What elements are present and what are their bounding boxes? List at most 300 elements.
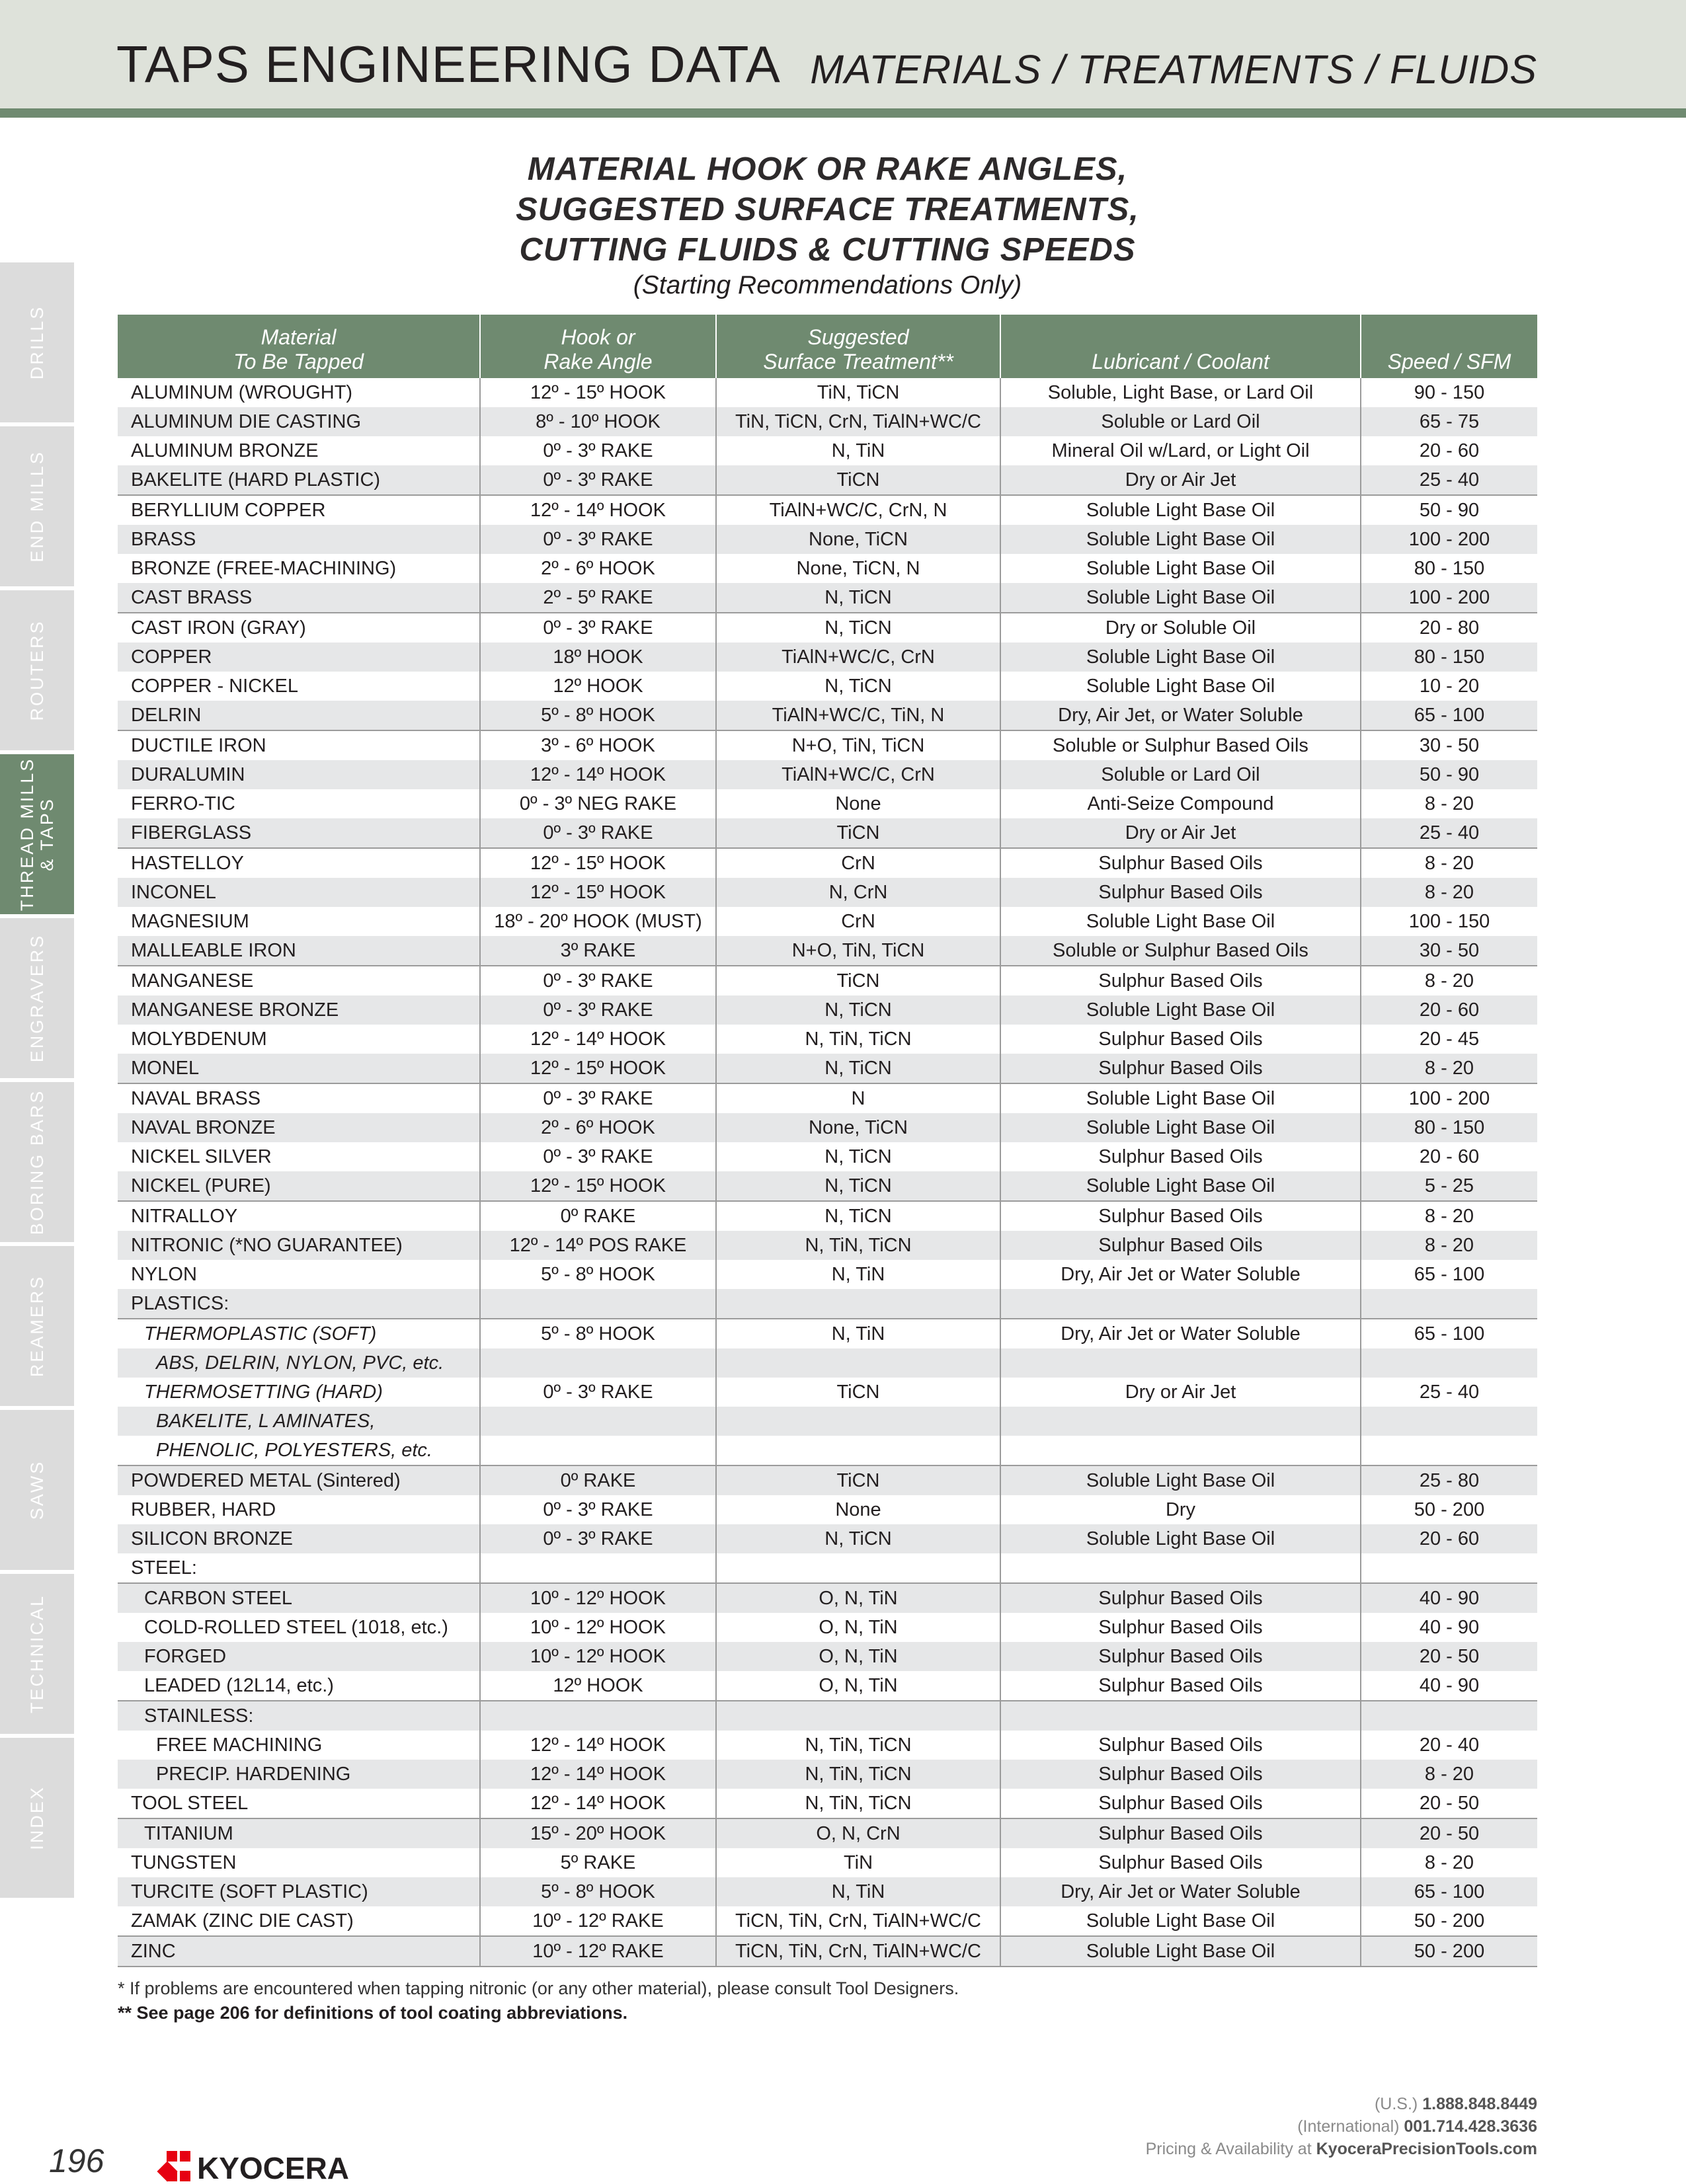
tab-label: DRILLS: [27, 305, 47, 380]
cell-surface-treatment: None, TiCN: [716, 1113, 1000, 1142]
cell-rake-angle: 18º - 20º HOOK (MUST): [480, 907, 716, 936]
cell-surface-treatment: N, TiCN: [716, 672, 1000, 701]
section-title-line-3: CUTTING FLUIDS & CUTTING SPEEDS: [519, 232, 1136, 268]
cell-lubricant: Sulphur Based Oils: [1000, 1201, 1361, 1231]
table-row: [118, 643, 1537, 672]
cell-rake-angle: 12º HOOK: [480, 1671, 716, 1701]
cell-lubricant: Sulphur Based Oils: [1000, 1583, 1361, 1613]
cell-surface-treatment: O, N, TiN: [716, 1613, 1000, 1642]
cell-speed: 40 - 90: [1419, 1617, 1480, 1638]
cell-lubricant: Soluble, Light Base, or Lard Oil: [1000, 378, 1361, 407]
tab-label: ROUTERS: [27, 619, 47, 721]
header-surface-treatment: Suggested Surface Treatment**: [716, 315, 1000, 378]
cell-lubricant: Soluble Light Base Oil: [1000, 1465, 1361, 1495]
cell-material: MALLEABLE IRON: [118, 936, 480, 966]
cell-rake-angle: 0º - 3º RAKE: [480, 1142, 716, 1171]
cell-lubricant: [1000, 1436, 1361, 1465]
cell-lubricant: Soluble Light Base Oil: [1000, 643, 1361, 672]
cell-rake-angle: [480, 1436, 716, 1465]
intl-phone: 001.714.428.3636: [1404, 2117, 1537, 2136]
cell-surface-treatment: TiN: [716, 1848, 1000, 1877]
cell-rake-angle: 0º RAKE: [480, 1201, 716, 1231]
cell-surface-treatment: N, TiCN: [716, 1054, 1000, 1083]
cell-rake-angle: 0º - 3º RAKE: [480, 966, 716, 995]
table-row: [118, 1231, 1537, 1260]
cell-rake-angle: 0º - 3º RAKE: [480, 436, 716, 465]
cell-surface-treatment: N, TiCN: [716, 613, 1000, 643]
table-row: [118, 554, 1537, 583]
table-row: [118, 1495, 1537, 1524]
cell-speed: 8 - 20: [1424, 970, 1474, 992]
tab-label: SAWS: [27, 1460, 47, 1520]
cell-lubricant: Dry or Soluble Oil: [1000, 613, 1361, 643]
cell-lubricant: Sulphur Based Oils: [1000, 966, 1361, 995]
cell-material: STEEL:: [118, 1553, 480, 1583]
cell-surface-treatment: O, N, CrN: [716, 1818, 1000, 1848]
cell-material: DURALUMIN: [118, 760, 480, 789]
table-row: [118, 1789, 1537, 1818]
cell-rake-angle: 10º - 12º HOOK: [480, 1642, 716, 1671]
cell-material: BRASS: [118, 525, 480, 554]
table-row: [118, 1936, 1537, 1967]
cell-lubricant: Sulphur Based Oils: [1000, 1142, 1361, 1171]
cell-speed: [1361, 1407, 1537, 1436]
cell-surface-treatment: [716, 1348, 1000, 1378]
cell-lubricant: Sulphur Based Oils: [1000, 1642, 1361, 1671]
cell-speed: 40 - 90: [1361, 1671, 1537, 1701]
tab-thread-mills-taps[interactable]: [0, 754, 74, 914]
cell-lubricant: Dry or Air Jet: [1000, 1378, 1361, 1407]
footnote-coatings: ** See page 206 for definitions of tool coating abbreviations.: [118, 2003, 628, 2023]
cell-speed: 50 - 200: [1361, 1906, 1537, 1936]
cell-material: COLD-ROLLED STEEL (1018, etc.): [118, 1613, 480, 1642]
cell-speed: 20 - 40: [1419, 1735, 1480, 1756]
cell-speed: [1361, 1436, 1537, 1465]
cell-rake-angle: [480, 1701, 716, 1731]
cell-material: TURCITE (SOFT PLASTIC): [118, 1877, 480, 1906]
cell-rake-angle: 0º - 3º RAKE: [480, 465, 716, 495]
cell-material: COPPER: [118, 643, 480, 672]
cell-material: CAST BRASS: [118, 583, 480, 613]
cell-surface-treatment: N, TiCN: [716, 1524, 1000, 1553]
website-link[interactable]: KyoceraPrecisionTools.com: [1316, 2140, 1537, 2158]
cell-rake-angle: 12º - 14º HOOK: [480, 760, 716, 789]
tab-end-mills[interactable]: [0, 426, 74, 586]
cell-surface-treatment: N, TiN: [716, 436, 1000, 465]
cell-rake-angle: 5º - 8º HOOK: [480, 701, 716, 730]
cell-lubricant: Dry, Air Jet, or Water Soluble: [1000, 701, 1361, 730]
materials-table: [118, 315, 1537, 1967]
cell-lubricant: Soluble Light Base Oil: [1000, 1936, 1361, 1967]
cell-speed: 8 - 20: [1361, 1760, 1537, 1789]
cell-material: COPPER - NICKEL: [118, 672, 480, 701]
cell-surface-treatment: TiCN, TiN, CrN, TiAlN+WC/C: [716, 1906, 1000, 1936]
cell-material: NAVAL BRASS: [118, 1083, 480, 1113]
cell-material: LEADED (12L14, etc.): [118, 1671, 480, 1701]
header-material: Material To Be Tapped: [118, 315, 480, 378]
table-row: [118, 1553, 1537, 1583]
table-row: [118, 1289, 1537, 1319]
cell-material: TUNGSTEN: [118, 1848, 480, 1877]
table-row: [118, 1583, 1537, 1613]
cell-speed: 25 - 40: [1419, 1382, 1480, 1403]
header-speed: Speed / SFM: [1361, 315, 1537, 378]
cell-speed: 5 - 25: [1361, 1171, 1537, 1201]
cell-speed: 20 - 50: [1361, 1789, 1537, 1818]
table-row: [118, 848, 1537, 878]
cell-speed: 8 - 20: [1361, 878, 1537, 907]
page-number: 196: [49, 2142, 104, 2179]
tab-boring-bars[interactable]: [0, 1082, 74, 1242]
table-row: [118, 1025, 1537, 1054]
cell-surface-treatment: TiN, TiCN: [716, 378, 1000, 407]
table-row: [118, 1113, 1537, 1142]
cell-material: CARBON STEEL: [118, 1583, 480, 1613]
table-row: [118, 701, 1537, 730]
cell-lubricant: Dry, Air Jet or Water Soluble: [1000, 1260, 1361, 1289]
cell-lubricant: Sulphur Based Oils: [1000, 1025, 1361, 1054]
cell-speed: 25 - 40: [1361, 465, 1537, 495]
table-row: [118, 1701, 1537, 1731]
cell-surface-treatment: N, TiN, TiCN: [716, 1025, 1000, 1054]
cell-material: BAKELITE (HARD PLASTIC): [118, 465, 480, 495]
cell-speed: 25 - 80: [1361, 1465, 1537, 1495]
cell-lubricant: Soluble Light Base Oil: [1000, 495, 1361, 525]
cell-lubricant: Sulphur Based Oils: [1000, 1789, 1361, 1818]
contact-info: [1146, 2093, 1537, 2160]
cell-lubricant: Sulphur Based Oils: [1000, 878, 1361, 907]
cell-rake-angle: 12º HOOK: [480, 672, 716, 701]
cell-lubricant: Sulphur Based Oils: [1000, 1731, 1361, 1760]
tab-reamers[interactable]: [0, 1246, 74, 1406]
table-row: [118, 1142, 1537, 1171]
cell-surface-treatment: None: [716, 789, 1000, 818]
cell-rake-angle: 8º - 10º HOOK: [480, 407, 716, 436]
cell-surface-treatment: [716, 1701, 1000, 1731]
cell-material: NAVAL BRONZE: [118, 1113, 480, 1142]
tab-label: END MILLS: [27, 450, 47, 563]
cell-speed: [1361, 1553, 1537, 1583]
cell-lubricant: Mineral Oil w/Lard, or Light Oil: [1000, 436, 1361, 465]
cell-lubricant: Soluble or Sulphur Based Oils: [1000, 936, 1361, 966]
cell-speed: 100 - 150: [1408, 911, 1490, 932]
tab-label: INDEX: [27, 1785, 47, 1850]
cell-surface-treatment: None, TiCN, N: [716, 554, 1000, 583]
cell-lubricant: [1000, 1701, 1361, 1731]
cell-lubricant: Soluble Light Base Oil: [1000, 1524, 1361, 1553]
cell-material: ALUMINUM DIE CASTING: [118, 407, 480, 436]
cell-material: PLASTICS:: [118, 1289, 480, 1319]
cell-material: ALUMINUM (WROUGHT): [118, 378, 480, 407]
cell-material: NYLON: [118, 1260, 480, 1289]
tab-label: REAMERS: [27, 1274, 47, 1378]
cell-rake-angle: 12º - 15º HOOK: [480, 1054, 716, 1083]
cell-lubricant: Soluble Light Base Oil: [1000, 1083, 1361, 1113]
table-row: [118, 995, 1537, 1025]
cell-surface-treatment: N, TiN: [716, 1877, 1000, 1906]
cell-rake-angle: 3º - 6º HOOK: [480, 730, 716, 760]
cell-rake-angle: 18º HOOK: [480, 643, 716, 672]
tab-routers[interactable]: [0, 590, 74, 750]
cell-speed: [1361, 1701, 1537, 1731]
cell-lubricant: Sulphur Based Oils: [1000, 1848, 1361, 1877]
cell-speed: 25 - 40: [1361, 818, 1537, 848]
cell-surface-treatment: N, TiN, TiCN: [716, 1231, 1000, 1260]
cell-lubricant: Sulphur Based Oils: [1000, 1231, 1361, 1260]
table-row: [118, 1671, 1537, 1701]
cell-speed: 80 - 150: [1414, 558, 1485, 579]
cell-rake-angle: 5º - 8º HOOK: [480, 1260, 716, 1289]
cell-speed: 20 - 60: [1361, 995, 1537, 1025]
cell-speed: 20 - 60: [1419, 1146, 1480, 1167]
table-row: [118, 407, 1537, 436]
cell-rake-angle: 0º - 3º RAKE: [480, 525, 716, 554]
cell-material: ABS, DELRIN, NYLON, PVC, etc.: [118, 1348, 480, 1378]
cell-speed: 65 - 100: [1361, 701, 1537, 730]
table-row: [118, 1760, 1537, 1789]
cell-surface-treatment: TiCN, TiN, CrN, TiAlN+WC/C: [716, 1936, 1000, 1967]
cell-rake-angle: 0º - 3º RAKE: [480, 1524, 716, 1553]
tab-drills[interactable]: [0, 262, 74, 422]
tab-label: THREAD MILLS & TAPS: [17, 757, 57, 912]
cell-speed: 20 - 80: [1419, 617, 1480, 639]
cell-lubricant: Soluble or Lard Oil: [1000, 760, 1361, 789]
cell-speed: 20 - 60: [1419, 440, 1480, 461]
cell-speed: 65 - 75: [1361, 407, 1537, 436]
cell-lubricant: Soluble Light Base Oil: [1000, 1113, 1361, 1142]
cell-material: MANGANESE BRONZE: [118, 995, 480, 1025]
cell-surface-treatment: None: [716, 1495, 1000, 1524]
cell-material: BAKELITE, L AMINATES,: [118, 1407, 480, 1436]
cell-material: HASTELLOY: [118, 848, 480, 878]
cell-material: TITANIUM: [118, 1818, 480, 1848]
cell-lubricant: Sulphur Based Oils: [1000, 1818, 1361, 1848]
cell-rake-angle: 0º RAKE: [480, 1465, 716, 1495]
kyocera-logo: [160, 2148, 350, 2184]
page-subtitle: MATERIALS / TREATMENTS / FLUIDS: [810, 47, 1537, 92]
table-row: [118, 1731, 1537, 1760]
cell-lubricant: Soluble Light Base Oil: [1000, 525, 1361, 554]
cell-rake-angle: 0º - 3º NEG RAKE: [480, 789, 716, 818]
cell-lubricant: Sulphur Based Oils: [1000, 1671, 1361, 1701]
table-row: [118, 495, 1537, 525]
cell-surface-treatment: O, N, TiN: [716, 1642, 1000, 1671]
cell-material: DELRIN: [118, 701, 480, 730]
table-row: [118, 789, 1537, 818]
cell-rake-angle: [480, 1289, 716, 1319]
cell-speed: [1361, 1348, 1537, 1378]
cell-surface-treatment: O, N, TiN: [716, 1583, 1000, 1613]
cell-speed: 30 - 50: [1361, 936, 1537, 966]
cell-surface-treatment: N, TiCN: [716, 1142, 1000, 1171]
table-row: [118, 1848, 1537, 1877]
cell-speed: 90 - 150: [1414, 382, 1485, 403]
cell-lubricant: Soluble or Lard Oil: [1000, 407, 1361, 436]
cell-speed: 8 - 20: [1424, 793, 1474, 814]
cell-lubricant: Dry or Air Jet: [1000, 465, 1361, 495]
cell-surface-treatment: N, TiCN: [716, 1201, 1000, 1231]
table-row: [118, 818, 1537, 848]
table-row: [118, 1171, 1537, 1201]
cell-speed: 8 - 20: [1424, 1852, 1474, 1873]
us-phone-line: (U.S.) 1.888.848.8449: [1374, 2095, 1537, 2113]
cell-rake-angle: 10º - 12º HOOK: [480, 1583, 716, 1613]
cell-surface-treatment: O, N, TiN: [716, 1671, 1000, 1701]
table-row: [118, 1877, 1537, 1906]
cell-speed: 8 - 20: [1361, 1231, 1537, 1260]
cell-rake-angle: 0º - 3º RAKE: [480, 818, 716, 848]
cell-material: NITRONIC (*NO GUARANTEE): [118, 1231, 480, 1260]
cell-lubricant: Soluble Light Base Oil: [1000, 554, 1361, 583]
cell-material: MONEL: [118, 1054, 480, 1083]
tab-technical[interactable]: [0, 1574, 74, 1734]
cell-speed: 80 - 150: [1361, 643, 1537, 672]
cell-surface-treatment: [716, 1436, 1000, 1465]
cell-lubricant: Soluble Light Base Oil: [1000, 1171, 1361, 1201]
cell-surface-treatment: CrN: [716, 907, 1000, 936]
cell-surface-treatment: TiCN: [716, 966, 1000, 995]
cell-material: BERYLLIUM COPPER: [118, 495, 480, 525]
cell-speed: 20 - 60: [1361, 1524, 1537, 1553]
table-row: [118, 936, 1537, 966]
table-row: [118, 1465, 1537, 1495]
cell-surface-treatment: [716, 1553, 1000, 1583]
cell-rake-angle: 10º - 12º HOOK: [480, 1613, 716, 1642]
table-row: [118, 907, 1537, 936]
cell-surface-treatment: TiCN: [716, 1378, 1000, 1407]
cell-rake-angle: 10º - 12º RAKE: [480, 1906, 716, 1936]
header-rake-angle: Hook or Rake Angle: [480, 315, 716, 378]
table-row: [118, 1642, 1537, 1671]
cell-rake-angle: [480, 1553, 716, 1583]
tab-label: ENGRAVERS: [27, 933, 47, 1063]
cell-material: ALUMINUM BRONZE: [118, 436, 480, 465]
table-row: [118, 730, 1537, 760]
cell-lubricant: Dry, Air Jet or Water Soluble: [1000, 1877, 1361, 1906]
cell-lubricant: Soluble Light Base Oil: [1000, 995, 1361, 1025]
table-row: [118, 1378, 1537, 1407]
table-row: [118, 760, 1537, 789]
tab-saws[interactable]: [0, 1410, 74, 1570]
cell-speed: 50 - 90: [1361, 760, 1537, 789]
cell-speed: 65 - 100: [1361, 1877, 1537, 1906]
tab-engravers[interactable]: [0, 918, 74, 1078]
cell-surface-treatment: TiN, TiCN, CrN, TiAlN+WC/C: [716, 407, 1000, 436]
cell-rake-angle: 12º - 14º HOOK: [480, 1760, 716, 1789]
cell-speed: 80 - 150: [1361, 1113, 1537, 1142]
table-row: [118, 1083, 1537, 1113]
cell-lubricant: Sulphur Based Oils: [1000, 1760, 1361, 1789]
cell-rake-angle: 12º - 14º HOOK: [480, 1025, 716, 1054]
cell-rake-angle: 0º - 3º RAKE: [480, 1378, 716, 1407]
section-note: (Starting Recommendations Only): [633, 271, 1022, 299]
cell-speed: 8 - 20: [1361, 1054, 1537, 1083]
cell-rake-angle: 2º - 6º HOOK: [480, 554, 716, 583]
cell-lubricant: Soluble Light Base Oil: [1000, 1906, 1361, 1936]
table-row: [118, 465, 1537, 495]
table-header-row: [118, 315, 1537, 378]
cell-speed: 20 - 45: [1419, 1029, 1480, 1050]
cell-lubricant: Soluble or Sulphur Based Oils: [1000, 730, 1361, 760]
cell-material: TOOL STEEL: [118, 1789, 480, 1818]
cell-rake-angle: 5º RAKE: [480, 1848, 716, 1877]
cell-surface-treatment: N, TiN, TiCN: [716, 1789, 1000, 1818]
cell-material: FERRO-TIC: [118, 789, 480, 818]
section-tabs: [0, 262, 74, 1902]
cell-rake-angle: 2º - 6º HOOK: [480, 1113, 716, 1142]
page-title: TAPS ENGINEERING DATA: [116, 35, 781, 93]
footnote-nitronic: * If problems are encountered when tapping nitronic (or any other material), please consult Tool Designers.: [118, 1978, 959, 1998]
table-row: [118, 1407, 1537, 1436]
cell-speed: 100 - 200: [1408, 1088, 1490, 1109]
cell-material: INCONEL: [118, 878, 480, 907]
cell-rake-angle: 0º - 3º RAKE: [480, 613, 716, 643]
cell-material: PHENOLIC, POLYESTERS, etc.: [118, 1436, 480, 1465]
table-row: [118, 1818, 1537, 1848]
cell-material: POWDERED METAL (Sintered): [118, 1465, 480, 1495]
cell-material: THERMOSETTING (HARD): [118, 1378, 480, 1407]
cell-rake-angle: 0º - 3º RAKE: [480, 1083, 716, 1113]
cell-lubricant: Sulphur Based Oils: [1000, 848, 1361, 878]
cell-lubricant: Sulphur Based Oils: [1000, 1613, 1361, 1642]
table-row: [118, 1054, 1537, 1083]
cell-speed: 65 - 100: [1414, 1264, 1485, 1285]
header-rule: [0, 108, 1686, 118]
cell-material: ZAMAK (ZINC DIE CAST): [118, 1906, 480, 1936]
cell-rake-angle: 12º - 15º HOOK: [480, 1171, 716, 1201]
cell-lubricant: Sulphur Based Oils: [1000, 1054, 1361, 1083]
cell-speed: 100 - 200: [1361, 525, 1537, 554]
brand-wordmark: KYOCERA: [197, 2151, 350, 2184]
cell-material: MAGNESIUM: [118, 907, 480, 936]
tab-label: BORING BARS: [27, 1089, 47, 1235]
cell-material: NITRALLOY: [118, 1201, 480, 1231]
cell-lubricant: Soluble Light Base Oil: [1000, 907, 1361, 936]
table-row: [118, 1613, 1537, 1642]
cell-surface-treatment: N: [716, 1083, 1000, 1113]
cell-surface-treatment: N, TiN, TiCN: [716, 1731, 1000, 1760]
cell-rake-angle: 12º - 15º HOOK: [480, 878, 716, 907]
cell-lubricant: [1000, 1348, 1361, 1378]
cell-speed: 20 - 50: [1361, 1642, 1537, 1671]
cell-lubricant: Dry, Air Jet or Water Soluble: [1000, 1319, 1361, 1348]
cell-lubricant: [1000, 1553, 1361, 1583]
web-line: Pricing & Availability at KyoceraPrecisionTools.com: [1145, 2140, 1537, 2158]
cell-material: SILICON BRONZE: [118, 1524, 480, 1553]
cell-speed: 50 - 90: [1419, 500, 1480, 521]
cell-surface-treatment: N, TiN: [716, 1260, 1000, 1289]
cell-speed: 20 - 50: [1361, 1818, 1537, 1848]
table-row: [118, 1436, 1537, 1465]
cell-rake-angle: 0º - 3º RAKE: [480, 995, 716, 1025]
cell-material: FREE MACHINING: [118, 1731, 480, 1760]
cell-speed: [1361, 1289, 1537, 1319]
cell-rake-angle: 12º - 15º HOOK: [480, 848, 716, 878]
cell-speed: 30 - 50: [1419, 735, 1480, 756]
cell-rake-angle: 12º - 14º POS RAKE: [480, 1231, 716, 1260]
cell-speed: 50 - 200: [1361, 1936, 1537, 1967]
table-row: [118, 1906, 1537, 1936]
cell-surface-treatment: N+O, TiN, TiCN: [716, 936, 1000, 966]
cell-rake-angle: 0º - 3º RAKE: [480, 1495, 716, 1524]
cell-rake-angle: 12º - 15º HOOK: [480, 378, 716, 407]
cell-lubricant: Dry: [1000, 1495, 1361, 1524]
cell-rake-angle: 12º - 14º HOOK: [480, 1731, 716, 1760]
table-row: [118, 436, 1537, 465]
tab-index[interactable]: [0, 1738, 74, 1898]
cell-material: BRONZE (FREE-MACHINING): [118, 554, 480, 583]
table-row: [118, 966, 1537, 995]
